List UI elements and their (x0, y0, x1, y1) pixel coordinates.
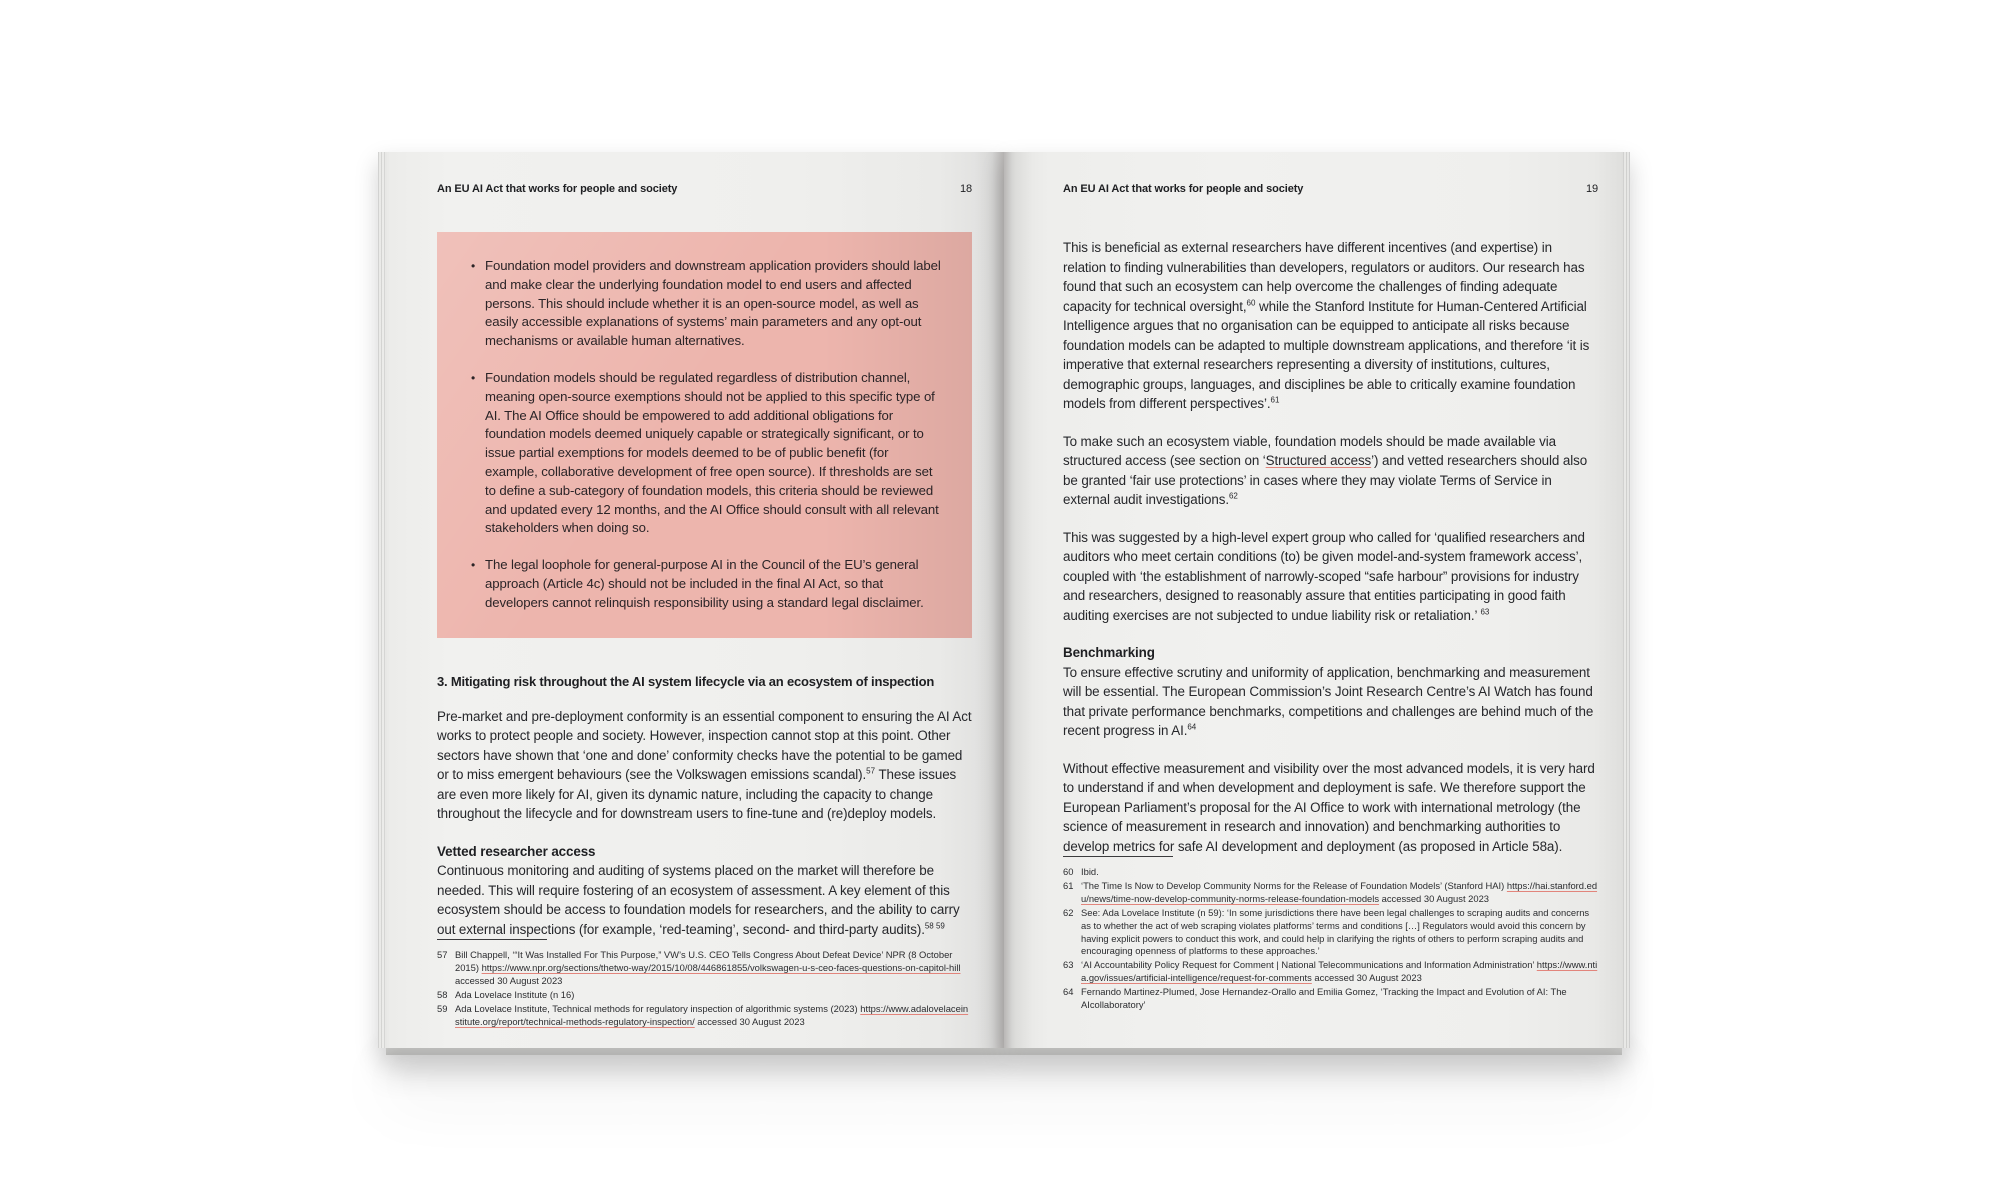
footnote-row (1063, 880, 1598, 906)
callout-bullet-text: The legal loophole for general-purpose AI in the Council of the EU’s general approach (Article 4c) should not be included in the final AI Act, so that developers cannot relinquish responsibility using a standard legal disclaimer. (485, 557, 924, 610)
text-run: Bill Chappell, ‘“It Was Installed For This Purpose,” VW’s U.S. CEO Tells Congress About Defeat Device’ NPR (8 October 2015) (455, 949, 953, 973)
paragraph (1063, 238, 1598, 414)
paragraph (1063, 759, 1598, 857)
section-heading: 3. Mitigating risk throughout the AI system lifecycle via an ecosystem of inspection (437, 673, 935, 689)
text-run: accessed 30 August 2023 (455, 974, 563, 986)
text-run: Ada Lovelace Institute, Technical methods for regulatory inspection of algorithmic systems (2023) (455, 1002, 861, 1014)
text-run: This was suggested by a high-level expert group who called for ‘qualified researchers and auditors who meet certain conditions (to) be given model-and-system framework access’, coupled with ‘the establishment of narrowly-scoped “safe harbour” provisions for industry and researchers, designed to reasonably assure that entities participating in good faith auditing exercises are not subjected to undue liability risk or retaliation.’ (1063, 529, 1585, 623)
text-run: accessed 30 August 2023 (694, 1015, 805, 1027)
page-left (378, 152, 1004, 1048)
footnote-ref: 60 (1246, 298, 1256, 308)
footnote-ref: 64 (1187, 722, 1197, 732)
footnote-text (455, 949, 972, 988)
page-right (1004, 152, 1630, 1048)
footnote-ref: 62 (1228, 491, 1238, 501)
text-run: accessed 30 August 2023 (1311, 972, 1422, 984)
text-run: Ada Lovelace Institute (n 16) (455, 988, 575, 1000)
footnote-list-left (437, 949, 972, 1028)
text-run: while the Stanford Institute for Human-Centered Artificial Intelligence argues that no organisation can be equipped to anticipate all risks because foundation models can be adapted to multiple downstream applications, and therefore ‘it is imperative that external researchers representing a diversity of institutions, cultures, demographic groups, languages, and disciplines be able to critically examine foundation models from different perspectives’. (1063, 298, 1590, 411)
footnote-ref: 61 (1270, 395, 1280, 405)
text-run: This is beneficial as external researchers have different incentives (and expertise) in relation to finding vulnerabilities than developers, regulators or auditors. Our research has found that such an ecosystem can help overcome the challenges of finding adequate capacity for technical oversight, (1063, 240, 1585, 314)
page-left-content (378, 152, 1004, 1048)
footnote-row (1063, 907, 1598, 959)
footnote-ref: 57 (866, 766, 876, 776)
footnote-number: 60 (1063, 866, 1074, 877)
footnote-row (1063, 866, 1598, 879)
footnote-text (455, 1003, 972, 1029)
page-right-content (1004, 152, 1630, 1048)
footnote-number: 62 (1063, 906, 1074, 918)
footnote-divider (1063, 856, 1173, 857)
paragraph (1063, 432, 1598, 510)
running-header-title: An EU AI Act that works for people and society (1063, 183, 1304, 195)
text-run: See: Ada Lovelace Institute (n 59): ‘In some jurisdictions there have been legal challenges to scraping audits and concerns as to whether the act of web scraping violates platforms’ terms and conditions […] Regulators would avoid this concern by having explicit powers to conduct this work, and could help in clarifying the rights of others to perform scraping audits and encouraging openness of platforms to these approaches.’ (1081, 906, 1590, 957)
footnote-ref: 63 (1480, 607, 1490, 617)
text-run: Ibid. (1081, 866, 1099, 877)
footnote-row (1063, 959, 1598, 985)
footnote-list-right (1063, 866, 1598, 1012)
footnote-number: 59 (437, 1002, 448, 1014)
paragraph (1063, 528, 1598, 626)
footnote-text (455, 989, 972, 1002)
footnote-text (1081, 866, 1598, 879)
callout-bullet (470, 257, 944, 351)
page-number-right: 19 (1585, 183, 1598, 195)
text-run: Fernando Martinez-Plumed, Jose Hernandez-Orallo and Emilia Gomez, ‘Tracking the Impact and Evolution of AI: The AIcollaboratory’ (1081, 986, 1567, 1011)
footnote-text (1081, 880, 1598, 906)
running-header-title: An EU AI Act that works for people and society (437, 183, 678, 195)
text-run: ‘AI Accountability Policy Request for Comment | National Telecommunications and Information Administration’ (1081, 959, 1537, 971)
footnote-text (1081, 907, 1598, 959)
book-spread (378, 152, 1630, 1048)
footnote-row (1063, 986, 1598, 1012)
footnote-link[interactable]: https://www.adalovelaceinstitute.org/report/technical-methods-regulatory-inspection/ (455, 1002, 969, 1027)
footnote-row (437, 989, 972, 1002)
footnote-number: 61 (1063, 879, 1074, 891)
footnote-number: 58 (437, 988, 448, 1000)
text-run: Pre-market and pre-deployment conformity is an essential component to ensuring the AI Act works to protect people and society. However, inspection cannot stop at this point. Other sectors have shown that ‘one and done’ conformity checks have the potential to be gamed or to miss emergent behaviours (see the Volkswagen emissions scandal). (437, 708, 972, 783)
subheading-benchmarking: Benchmarking (1063, 645, 1155, 660)
footnote-number: 57 (437, 949, 448, 961)
footnote-number: 63 (1063, 959, 1074, 971)
footnote-text (1081, 986, 1598, 1012)
running-header-left (437, 182, 972, 196)
text-run: Without effective measurement and visibility over the most advanced models, it is very hard to understand if and when development and deployment is safe. We therefore support the European Parliament’s proposal for the AI Office to work with international metrology (the science of measurement in research and innovation) and benchmarking authorities to develop metrics for safe AI development and deployment (as proposed in Article 58a). (1063, 760, 1595, 854)
footnote-link[interactable]: https://www.ntia.gov/issues/artificial-intelligence/request-for-comments (1081, 959, 1598, 984)
callout-bullet-text: Foundation models should be regulated regardless of distribution channel, meaning open-source exemptions should not be applied to this specific type of AI. The AI Office should be empowered to add additional obligations for foundation models deemed uniquely capable or strategically significant, or to issue partial exemptions for models deemed to be of public benefit (for example, collaborative development of free open source). If thresholds are set to define a sub-category of foundation models, this criteria should be reviewed and updated every 12 months, and the AI Office should consult with all relevant stakeholders when doing so. (485, 369, 939, 536)
paragraph (1063, 663, 1598, 741)
footnotes-left (437, 939, 972, 1029)
text-run: To ensure effective scrutiny and uniformity of application, benchmarking and measurement will be essential. The European Commission’s Joint Research Centre’s AI Watch has found that private performance benchmarks, competitions and challenges are behind much of the recent progress in AI. (1063, 664, 1594, 738)
page-number-left: 18 (959, 183, 972, 195)
callout-bullet-list (470, 257, 944, 613)
footnote-row (437, 949, 972, 988)
running-header-right (1063, 182, 1598, 196)
subheading-vetted-researcher-access: Vetted researcher access (437, 843, 596, 859)
callout-bullet (470, 556, 944, 612)
footnote-link[interactable]: https://www.npr.org/sections/thetwo-way/2015/10/08/446861855/volkswagen-u-s-ceo-faces-questions-on-capitol-hill (481, 961, 961, 973)
footnote-divider (437, 939, 547, 940)
inline-link[interactable]: Structured access (1265, 453, 1372, 468)
footnote-text (1081, 959, 1598, 985)
text-run: ‘The Time Is Now to Develop Community Norms for the Release of Foundation Models’ (Stanford HAI) (1081, 879, 1507, 891)
footnote-link[interactable]: https://hai.stanford.edu/news/time-now-develop-community-norms-release-foundation-models (1081, 879, 1598, 904)
text-run: To make such an ecosystem viable, foundation models should be made available via structured access (see section on ‘ (1063, 433, 1556, 468)
text-run: These issues are even more likely for AI, given its dynamic nature, including the capacity to change throughout the lifecycle and for downstream users to fine-tune and (re)deploy models. (437, 767, 957, 822)
callout-bullet (470, 369, 944, 538)
footnote-number: 64 (1063, 986, 1074, 998)
paragraph (437, 707, 972, 824)
text-run: ’) and vetted researchers should also be granted ‘fair use protections’ in cases where they may violate Terms of Service in external audit investigations. (1063, 453, 1588, 507)
footnote-row (437, 1003, 972, 1029)
text-run: Continuous monitoring and auditing of systems placed on the market will therefore be needed. This will require fostering of an ecosystem of assessment. A key element of this ecosystem should be access to foundation models for researchers, and the ability to carry out external inspections (for example, ‘red-teaming’, second- and third-party audits). (437, 863, 960, 937)
callout-bullet-text: Foundation model providers and downstream application providers should label and make clear the underlying foundation model to end users and affected persons. This should include whether it is an open-source model, as well as easily accessible explanations of systems’ main parameters and any opt-out mechanisms or available human alternatives. (485, 258, 941, 349)
text-run: accessed 30 August 2023 (1379, 892, 1490, 904)
footnotes-right (1063, 856, 1598, 1013)
paragraph (437, 861, 972, 939)
footnote-ref: 58 59 (924, 921, 945, 931)
recommendations-callout (437, 232, 972, 638)
